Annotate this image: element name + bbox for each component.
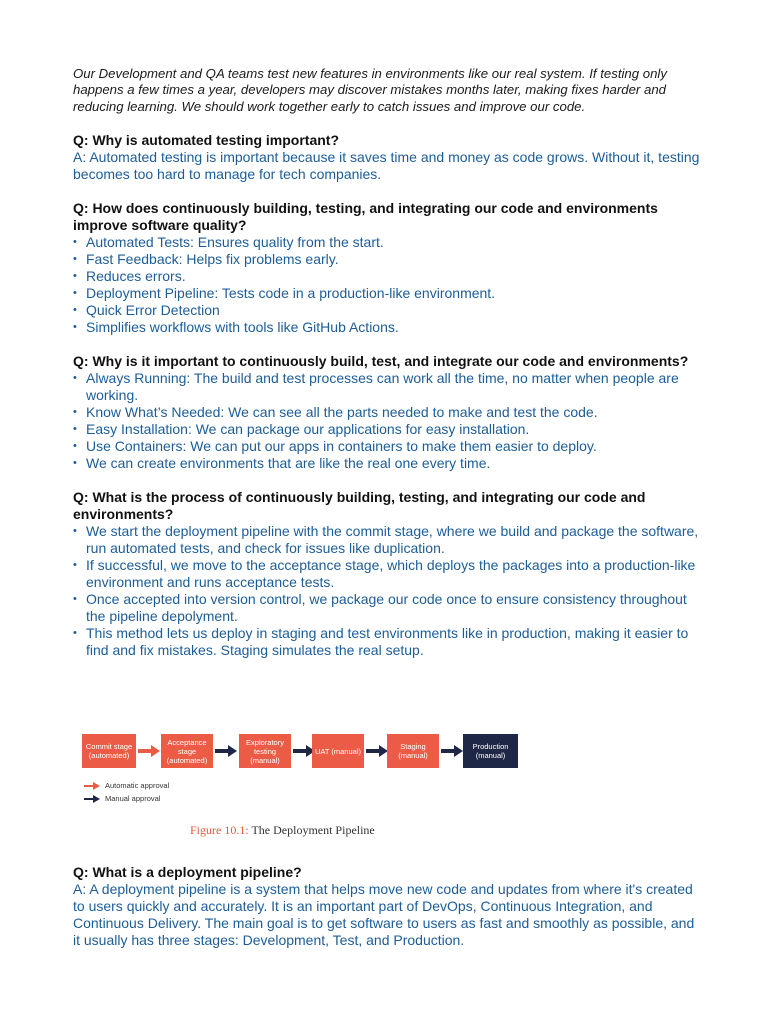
stage-exploratory: Exploratory testing (manual) <box>239 734 291 768</box>
list-item: • Simplifies workflows with tools like GitHub Actions. <box>73 319 703 336</box>
stage-acceptance: Acceptance stage (automated) <box>161 734 213 768</box>
intro-paragraph: Our Development and QA teams test new features in environments like our real system. If testing only happens a few times a year, developers may discover mistakes months later, making fixes harder and reducing learning. We should work together early to catch issues and improve our code. <box>73 66 667 114</box>
arrow-right-icon <box>215 745 237 757</box>
section-deployment-pipeline <box>73 864 703 949</box>
arrow-right-icon <box>441 745 463 757</box>
list-item: • Fast Feedback: Helps fix problems early. <box>73 251 703 268</box>
list-item: • We can create environments that are like the real one every time. <box>73 455 703 472</box>
list-item: • Deployment Pipeline: Tests code in a production-like environment. <box>73 285 703 302</box>
list-item: • Quick Error Detection <box>73 302 703 319</box>
legend-label: Automatic approval <box>105 781 170 790</box>
arrow-right-icon <box>138 745 160 757</box>
stage-staging: Staging (manual) <box>387 734 439 768</box>
question-heading: Q: Why is it important to continuously build, test, and integrate our code and environments? <box>73 353 689 370</box>
list-item: • This method lets us deploy in staging and test environments like in production, making it easier to find and fix mistakes. Staging simulates the real setup. <box>73 625 703 659</box>
question-heading: Q: How does continuously building, testing, and integrating our code and environments improve software quality? <box>73 200 658 234</box>
bullet-list <box>73 523 703 659</box>
section-importance <box>73 353 703 472</box>
list-item: • Always Running: The build and test processes can work all the time, no matter when people are working. <box>73 370 703 404</box>
figure-caption <box>190 823 375 838</box>
list-item: • Easy Installation: We can package our applications for easy installation. <box>73 421 703 438</box>
list-item: • Reduces errors. <box>73 268 703 285</box>
list-item: • Automated Tests: Ensures quality from the start. <box>73 234 703 251</box>
list-item: • Know What’s Needed: We can see all the parts needed to make and test the code. <box>73 404 703 421</box>
deployment-pipeline-figure <box>82 726 522 844</box>
list-item: • We start the deployment pipeline with the commit stage, where we build and package the software, run automated tests, and check for issues like duplication. <box>73 523 703 557</box>
legend-manual <box>84 794 160 803</box>
section-quality <box>73 200 703 336</box>
list-item: • Once accepted into version control, we package our code once to ensure consistency throughout the pipeline depolyment. <box>73 591 703 625</box>
answer-text: A: A deployment pipeline is a system that helps move new code and updates from where it's created to users quickly and accurately. It is an important part of DevOps, Continuous Integration, and Continuous Delivery. The main goal is to get software to users as fast and smoothly as possible, and it usually has three stages: Development, Test, and Production. <box>73 881 695 948</box>
bullet-list <box>73 370 703 472</box>
figure-title: The Deployment Pipeline <box>248 823 375 837</box>
arrow-right-icon <box>366 745 388 757</box>
stage-commit: Commit stage (automated) <box>82 734 136 768</box>
bullet-list <box>73 234 703 336</box>
document-body <box>73 66 703 676</box>
question-heading: Q: What is the process of continuously building, testing, and integrating our code and environments? <box>73 489 646 523</box>
legend-automatic <box>84 781 169 790</box>
answer-text: A: Automated testing is important because it saves time and money as code grows. Without it, testing becomes too hard to manage for tech companies. <box>73 149 700 183</box>
legend-label: Manual approval <box>105 794 161 803</box>
stage-uat: UAT (manual) <box>312 734 364 768</box>
arrow-right-icon <box>84 782 100 790</box>
section-process <box>73 489 703 659</box>
list-item: • Use Containers: We can put our apps in containers to make them easier to deploy. <box>73 438 703 455</box>
section-automated-testing <box>73 132 703 183</box>
question-heading: Q: What is a deployment pipeline? <box>73 864 302 880</box>
question-heading: Q: Why is automated testing important? <box>73 132 340 149</box>
list-item: • If successful, we move to the acceptance stage, which deploys the packages into a production-like environment and runs acceptance tests. <box>73 557 703 591</box>
stage-production: Production (manual) <box>463 734 518 768</box>
figure-number: Figure 10.1: <box>190 823 249 837</box>
arrow-right-icon <box>84 795 100 803</box>
